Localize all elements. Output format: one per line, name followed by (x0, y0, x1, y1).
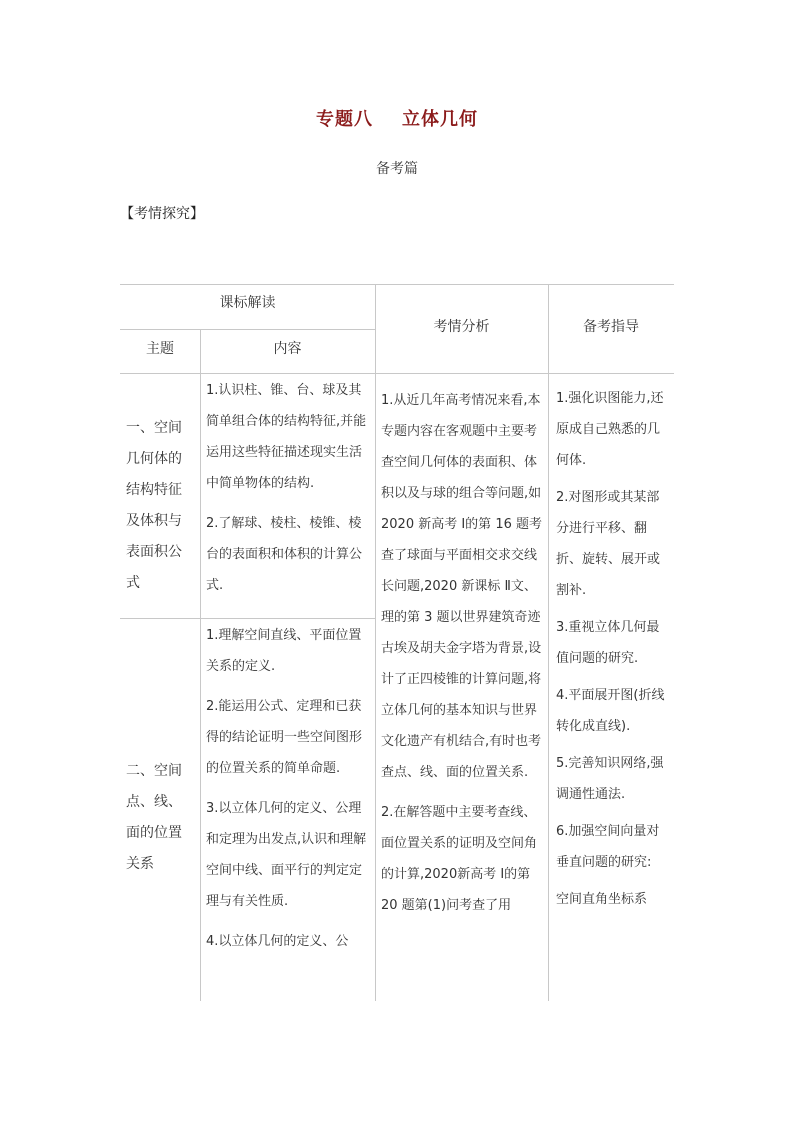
header-group-label: 课标解读 (219, 295, 276, 311)
guidance-item: 空间直角坐标系 (556, 892, 648, 907)
page-title: 专题八 立体几何 (315, 109, 479, 130)
page-subtitle: 备考篇 (376, 161, 418, 177)
analysis-cell (381, 385, 544, 921)
analysis-item: 2.在解答题中主要考查线、面位置关系的证明及空间角的计算,2020新高考 Ⅰ的第 20 题第(1)问考查了用 (381, 805, 538, 913)
section-heading: 【考情探究】 (120, 206, 204, 222)
analysis-item: 1.从近几年高考情况来看,本专题内容在客观题中主要考查空间几何体的表面积、体积以及与球的组合等问题,如 2020 新高考 Ⅰ的第 16 题考查了球面与平面相交求交线长问题,2020 新课标 Ⅱ文、理的第 3 题以世界建筑奇迹古埃及胡夫金字塔为背景,设计了正四棱锥的计算问题,将立体几何的基本知识与世界文化遗产有机结合,有时也考查点、线、面的位置关系. (381, 393, 542, 780)
row2-content (206, 620, 370, 957)
guidance-item: 3.重视立体几何最值问题的研究. (556, 620, 660, 666)
row1-topic: 一、空间几何体的结构特征及体积与表面积公式 (126, 420, 182, 591)
row2-content-item: 1.理解空间直线、平面位置关系的定义. (206, 628, 362, 674)
table-vline-3 (548, 284, 549, 1001)
table-vline-1 (200, 329, 201, 1001)
guidance-cell (556, 383, 670, 915)
guidance-item: 5.完善知识网络,强调通性通法. (556, 756, 664, 802)
row2-content-item: 2.能运用公式、定理和已获得的结论证明一些空间图形的位置关系的简单命题. (206, 699, 363, 776)
header-content: 内容 (273, 341, 302, 357)
row1-content-item: 2.了解球、棱柱、棱锥、棱台的表面积和体积的计算公式. (206, 516, 363, 593)
guidance-item: 1.强化识图能力,还原成自己熟悉的几何体. (556, 391, 664, 468)
header-analysis: 考情分析 (433, 319, 490, 335)
table-border-top (120, 284, 674, 285)
row1-content-item: 1.认识柱、锥、台、球及其简单组合体的结构特征,并能运用这些特征描述现实生活中简单物体的结构. (206, 383, 367, 491)
table-divider-header-bottom (120, 373, 674, 374)
table-divider-row1 (120, 618, 375, 619)
row2-content-item: 3.以立体几何的定义、公理和定理为出发点,认识和理解空间中线、面平行的判定定理与有关性质. (206, 801, 367, 909)
row2-content-item: 4.以立体几何的定义、公 (206, 934, 349, 949)
table-divider-header-sub (120, 329, 375, 330)
row2-topic: 二、空间点、线、面的位置关系 (126, 763, 182, 872)
guidance-item: 2.对图形或其某部分进行平移、翻折、旋转、展开或割补. (556, 490, 661, 598)
guidance-item: 6.加强空间向量对垂直问题的研究: (556, 824, 660, 870)
header-topic: 主题 (146, 341, 174, 357)
header-guidance: 备考指导 (583, 319, 639, 335)
table-vline-2 (375, 284, 376, 1001)
guidance-item: 4.平面展开图(折线转化成直线). (556, 688, 665, 734)
row1-content (206, 375, 370, 601)
